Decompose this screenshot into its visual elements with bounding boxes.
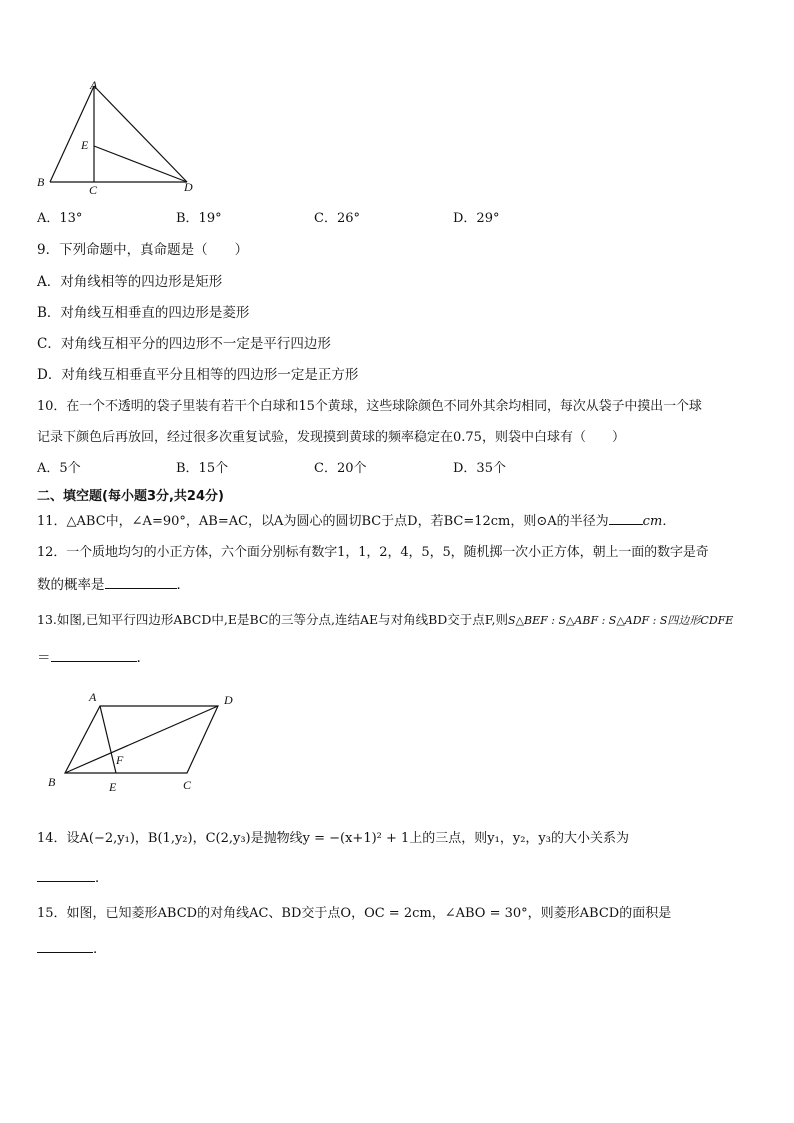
- q12-line1: 12．一个质地均匀的小正方体，六个面分别标有数字1，1，2，4，5，5，随机掷一次小正方体，朝上一面的数字是奇: [37, 545, 709, 560]
- segment-ED: [94, 146, 187, 182]
- label-D: D: [184, 180, 193, 194]
- q8-choice-c[interactable]: C．26°: [314, 211, 360, 226]
- q13-line2: [37, 646, 141, 666]
- section-heading-fill-in: 二、填空题(每小题3分,共24分): [37, 489, 224, 504]
- q10-line1: 10．在一个不透明的袋子里装有若干个白球和15个黄球，这些球除颜色不同外其余均相同，每次从袋子中摸出一个球: [37, 399, 702, 414]
- q12-stem-end: 数的概率是: [37, 577, 105, 593]
- label-E: E: [81, 138, 89, 152]
- q11-suffix: cm．: [642, 514, 676, 529]
- segment-AE: [100, 706, 116, 773]
- q11-answer-blank[interactable]: [609, 510, 643, 525]
- label-C: C: [183, 778, 192, 792]
- q11-text: [37, 510, 675, 529]
- q15-period: ．: [93, 941, 107, 957]
- label-B: B: [37, 175, 45, 189]
- segment-AB: [50, 86, 94, 182]
- q13-line1: [37, 610, 733, 628]
- q9-choice-b[interactable]: B．对角线互相垂直的四边形是菱形: [37, 305, 250, 321]
- q9-choice-c[interactable]: C．对角线互相平分的四边形不一定是平行四边形: [37, 336, 331, 352]
- q10-choice-c[interactable]: C．20个: [314, 461, 367, 476]
- q13-equals: ＝: [37, 650, 51, 666]
- q14-text: 14．设A(−2,y₁)，B(1,y₂)，C(2,y₃)是抛物线y = −(x+1)² + 1上的三点，则y₁，y₂，y₃的大小关系为: [37, 831, 629, 846]
- label-A: A: [89, 690, 97, 704]
- q9-choice-a[interactable]: A．对角线相等的四边形是矩形: [37, 274, 223, 290]
- q13-answer-blank[interactable]: [51, 647, 137, 662]
- label-B: B: [48, 775, 56, 789]
- diagonal-BD: [65, 706, 218, 773]
- segment-AD: [94, 86, 187, 182]
- label-E: E: [109, 780, 117, 794]
- q12-line2: [37, 573, 190, 593]
- q12-period: ．: [176, 577, 190, 593]
- q10-choice-a[interactable]: A．5个: [37, 461, 81, 476]
- label-A: A: [90, 78, 98, 92]
- q13-period: .: [136, 650, 141, 666]
- q15-answer-blank[interactable]: [37, 938, 93, 953]
- q9-choice-d[interactable]: D．对角线互相垂直平分且相等的四边形一定是正方形: [37, 367, 359, 383]
- label-D: D: [224, 693, 233, 707]
- q12-answer-blank[interactable]: [105, 574, 177, 589]
- q10-choice-b[interactable]: B．15个: [176, 461, 229, 476]
- q13-area-ratio: S△BEF : S△ABF : S△ADF : S四边形CDFE: [508, 614, 734, 627]
- q14-line2: [37, 866, 109, 886]
- q11-stem: 11．△ABC中，∠A=90°，AB=AC，以A为圆心的圆切BC于点D，若BC=12cm，则⊙A的半径为: [37, 514, 609, 529]
- triangle-figure: [30, 78, 205, 198]
- q8-choice-b[interactable]: B．19°: [176, 211, 222, 226]
- q15-line2: [37, 937, 107, 957]
- q8-choice-a[interactable]: A．13°: [37, 211, 83, 226]
- q9-stem: 9．下列命题中，真命题是（ ）: [37, 242, 249, 258]
- label-F: F: [116, 753, 124, 767]
- q13-stem: 13.如图,已知平行四边形ABCD中,E是BC的三等分点,连结AE与对角线BD交于点F,则: [37, 612, 508, 627]
- q14-answer-blank[interactable]: [37, 867, 95, 882]
- q15-text: 15．如图，已知菱形ABCD的对角线AC、BD交于点O，OC = 2cm，∠ABO = 30°，则菱形ABCD的面积是: [37, 906, 672, 921]
- q14-period: ．: [95, 870, 109, 886]
- q10-line2: 记录下颜色后再放回，经过很多次重复试验，发现摸到黄球的频率稳定在0.75，则袋中白球有（ ）: [37, 430, 625, 445]
- label-C: C: [89, 183, 98, 197]
- q10-choice-d[interactable]: D．35个: [453, 461, 506, 476]
- q8-choice-d[interactable]: D．29°: [453, 211, 500, 226]
- parallelogram-figure: [40, 686, 250, 796]
